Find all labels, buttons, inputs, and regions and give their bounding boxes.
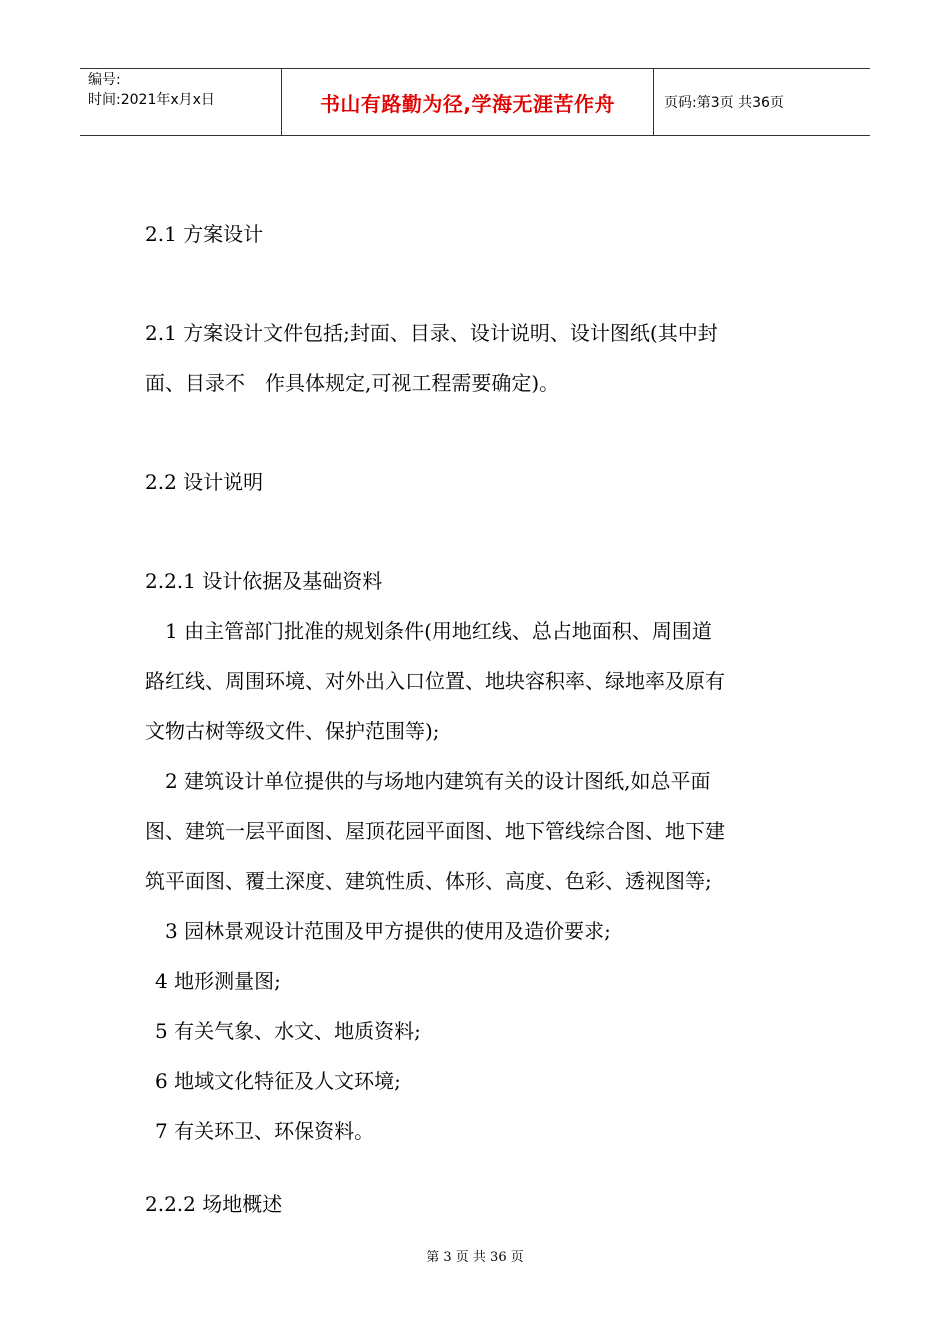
list-item-4: 4 地形测量图; (155, 969, 281, 993)
list-item-3: 3 园林景观设计范围及甲方提供的使用及造价要求; (165, 919, 611, 943)
header-time-label: 时间:2021年x月x日 (88, 92, 215, 108)
header-meta (80, 69, 282, 135)
paragraph-line: 路红线、周围环境、对外出入口位置、地块容积率、绿地率及原有 (145, 669, 725, 693)
heading-2-2: 2.2 设计说明 (145, 470, 264, 494)
list-item-2: 2 建筑设计单位提供的与场地内建筑有关的设计图纸,如总平面 (165, 769, 711, 793)
heading-2-2-2: 2.2.2 场地概述 (145, 1192, 283, 1216)
page-header (80, 68, 870, 136)
header-motto: 书山有路勤为径,学海无涯苦作舟 (319, 91, 616, 116)
heading-2-1: 2.1 方案设计 (145, 222, 264, 246)
header-motto-cell (282, 69, 654, 135)
list-item-6: 6 地域文化特征及人文环境; (155, 1069, 401, 1093)
paragraph-line: 2.1 方案设计文件包括;封面、目录、设计说明、设计图纸(其中封 (145, 321, 718, 345)
heading-2-2-1: 2.2.1 设计依据及基础资料 (145, 569, 383, 593)
paragraph-line: 面、目录不 作具体规定,可视工程需要确定)。 (145, 371, 560, 395)
list-item-7: 7 有关环卫、环保资料。 (155, 1119, 375, 1143)
paragraph-line: 筑平面图、覆土深度、建筑性质、体形、高度、色彩、透视图等; (145, 869, 712, 893)
list-item-5: 5 有关气象、水文、地质资料; (155, 1019, 421, 1043)
list-item-1: 1 由主管部门批准的规划条件(用地红线、总占地面积、周围道 (165, 619, 712, 643)
header-number-label: 编号: (88, 72, 121, 88)
paragraph-line: 文物古树等级文件、保护范围等); (145, 719, 440, 743)
page-footer: 第 3 页 共 36 页 (426, 1250, 524, 1265)
header-page-info: 页码:第3页 共36页 (664, 95, 784, 111)
paragraph-line: 图、建筑一层平面图、屋顶花园平面图、地下管线综合图、地下建 (145, 819, 725, 843)
header-page-info-cell (654, 69, 870, 135)
